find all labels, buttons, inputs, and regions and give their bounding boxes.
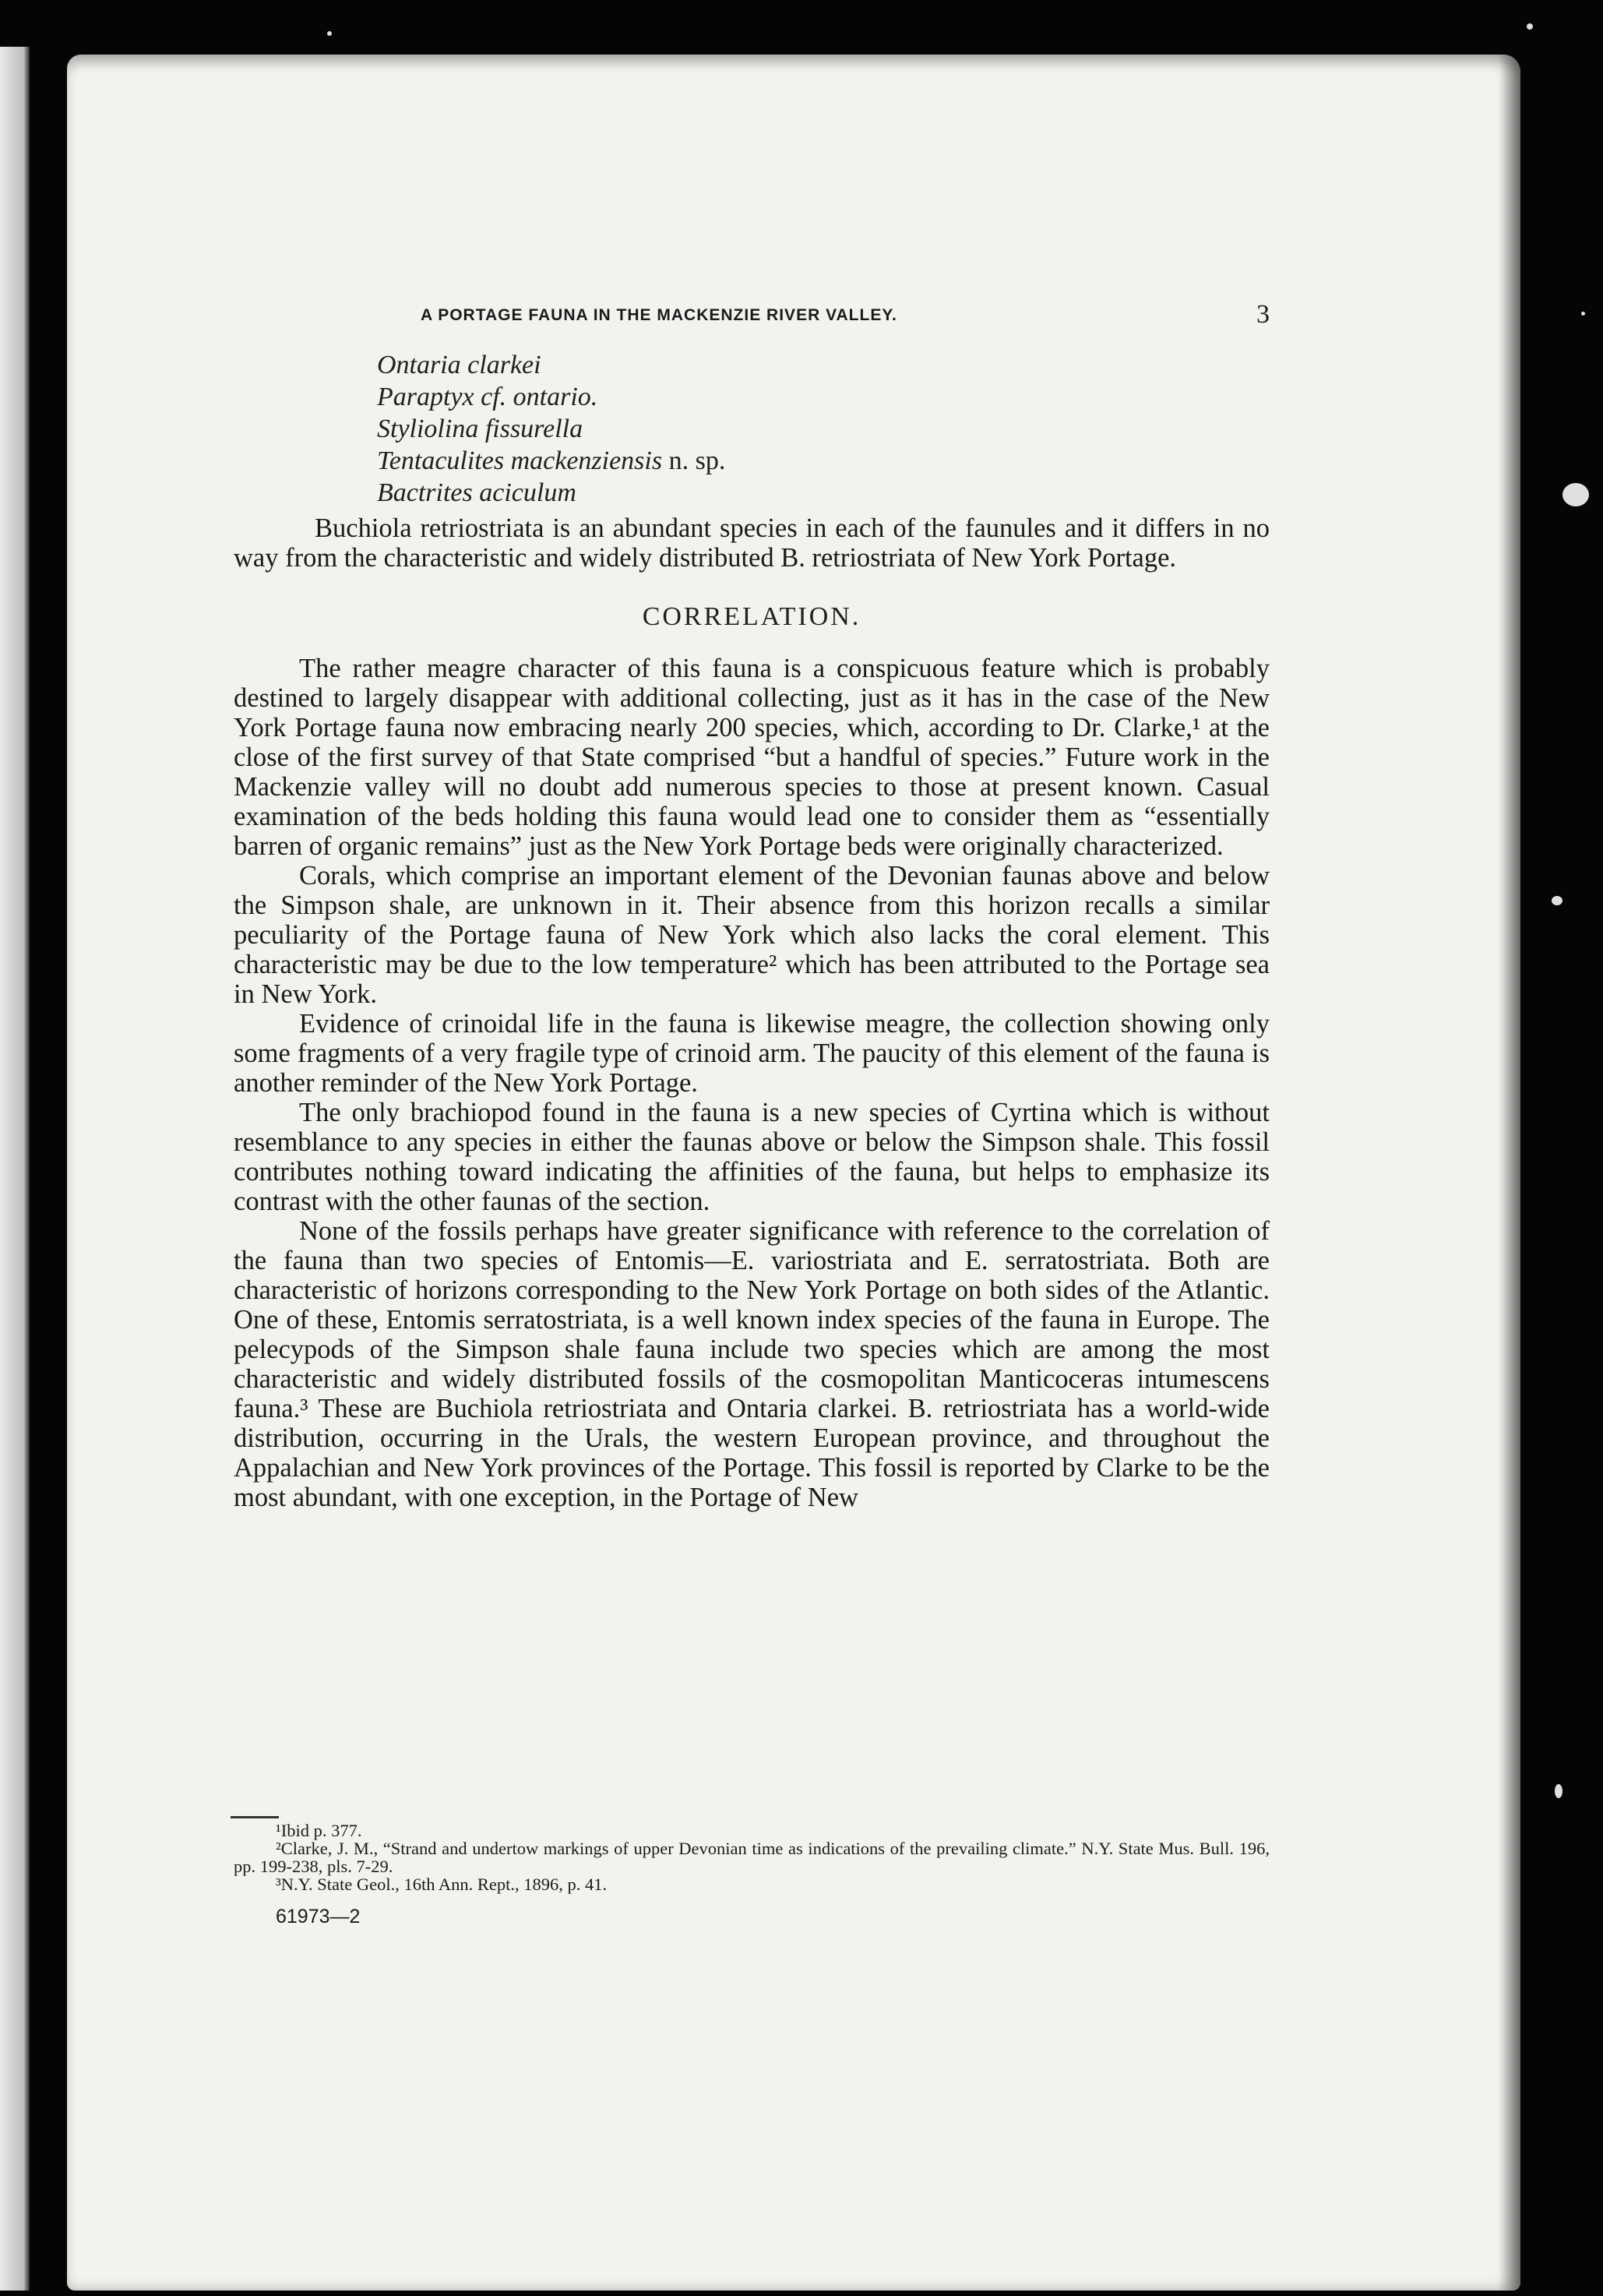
paragraph: The only brachiopod found in the fauna is a new species of Cyrtina which is without resemblance to any species in either the faunas above or below the Simpson shale. This fossil contributes nothing toward indicating the affinities of the fauna, but helps to emphasize its contrast with the other faunas of the section. xyxy=(234,1098,1270,1216)
scan-speck xyxy=(1527,23,1533,30)
species-item xyxy=(377,445,725,477)
paragraph: Evidence of crinoidal life in the fauna is likewise meagre, the collection showing only some fragments of a very fragile type of crinoid arm. The paucity of this element of the fauna is another reminder of the New York Portage. xyxy=(234,1009,1270,1098)
species-item xyxy=(377,477,725,509)
intro-paragraph: Buchiola retriostriata is an abundant species in each of the faunules and it differs in no way from the characteristic and widely distributed B. retriostriata of New York Portage. xyxy=(234,513,1270,573)
printer-signature: 61973—2 xyxy=(276,1906,361,1927)
species-item xyxy=(377,349,725,381)
running-title: A PORTAGE FAUNA IN THE MACKENZIE RIVER VALLEY. xyxy=(421,306,897,324)
adjacent-page-edge xyxy=(0,47,30,2291)
paragraph: Corals, which comprise an important element of the Devonian faunas above and below the Simpson shale, are unknown in it. Their absence from this horizon recalls a similar peculiarity of the Portage fauna of New York which also lacks the coral element. This characteristic may be due to the low temperature² which has been attributed to the Portage sea in New York. xyxy=(234,861,1270,1009)
species-name: Tentaculites mackenziensis xyxy=(377,446,663,475)
paragraph: None of the fossils perhaps have greater significance with reference to the correlation of the fauna than two species of Entomis—E. variostriata and E. serratostriata. Both are characteristic of horizons corresponding to the New York Portage on both sides of the Atlantic. One of these, Entomis serratostriata, is a well known index species of the fauna in Europe. The pelecypods of the Simpson shale fauna include two species which are among the most characteristic and widely distributed fossils of the cosmopolitan Manticoceras intumescens fauna.³ These are Buchiola retriostriata and Ontaria clarkei. B. retriostriata has a world-wide distribution, occurring in the Urals, the western European province, and throughout the Appalachian and New York provinces of the Portage. This fossil is reported by Clarke to be the most abundant, with one exception, in the Portage of New xyxy=(234,1216,1270,1512)
footnotes xyxy=(234,1822,1270,1893)
page-shadow xyxy=(1499,55,1520,2291)
species-suffix: n. sp. xyxy=(662,446,726,475)
scan-speck xyxy=(327,31,332,36)
scan-speck xyxy=(1552,896,1562,905)
scan-speck xyxy=(1581,312,1585,316)
footnote: ¹Ibid p. 377. xyxy=(276,1821,362,1840)
species-name: Paraptyx cf. ontario. xyxy=(377,383,598,411)
paragraph: The rather meagre character of this fauna is a conspicuous feature which is probably destined to largely disappear with additional collecting, just as it has in the case of the New York Portage fauna now embracing nearly 200 species, which, according to Dr. Clarke,¹ at the close of the first survey of that State comprised “but a handful of species.” Future work in the Mackenzie valley will no doubt add numerous species to those at present known. Casual examination of the beds holding this fauna would lead one to consider them as “essentially barren of organic remains” just as the New York Portage beds were originally characterized. xyxy=(234,654,1270,861)
species-list xyxy=(377,349,725,509)
main-text xyxy=(234,513,1270,1512)
section-title: CORRELATION. xyxy=(642,602,861,631)
species-name: Ontaria clarkei xyxy=(377,351,541,379)
footnote-rule xyxy=(231,1816,279,1818)
footnote: ³N.Y. State Geol., 16th Ann. Rept., 1896, p. 41. xyxy=(276,1875,608,1894)
species-name: Bactrites aciculum xyxy=(377,478,576,507)
species-item xyxy=(377,381,725,413)
scan-speck xyxy=(1555,1784,1562,1798)
species-item xyxy=(377,413,725,445)
species-name: Styliolina fissurella xyxy=(377,414,583,443)
footnote: ²Clarke, J. M., “Strand and undertow markings of upper Devonian time as indications of the prevailing climate.” N.Y. State Mus. Bull. 196, pp. 199-238, pls. 7-29. xyxy=(234,1839,1270,1876)
page-number: 3 xyxy=(1256,300,1270,329)
scan-speck xyxy=(1562,483,1589,506)
